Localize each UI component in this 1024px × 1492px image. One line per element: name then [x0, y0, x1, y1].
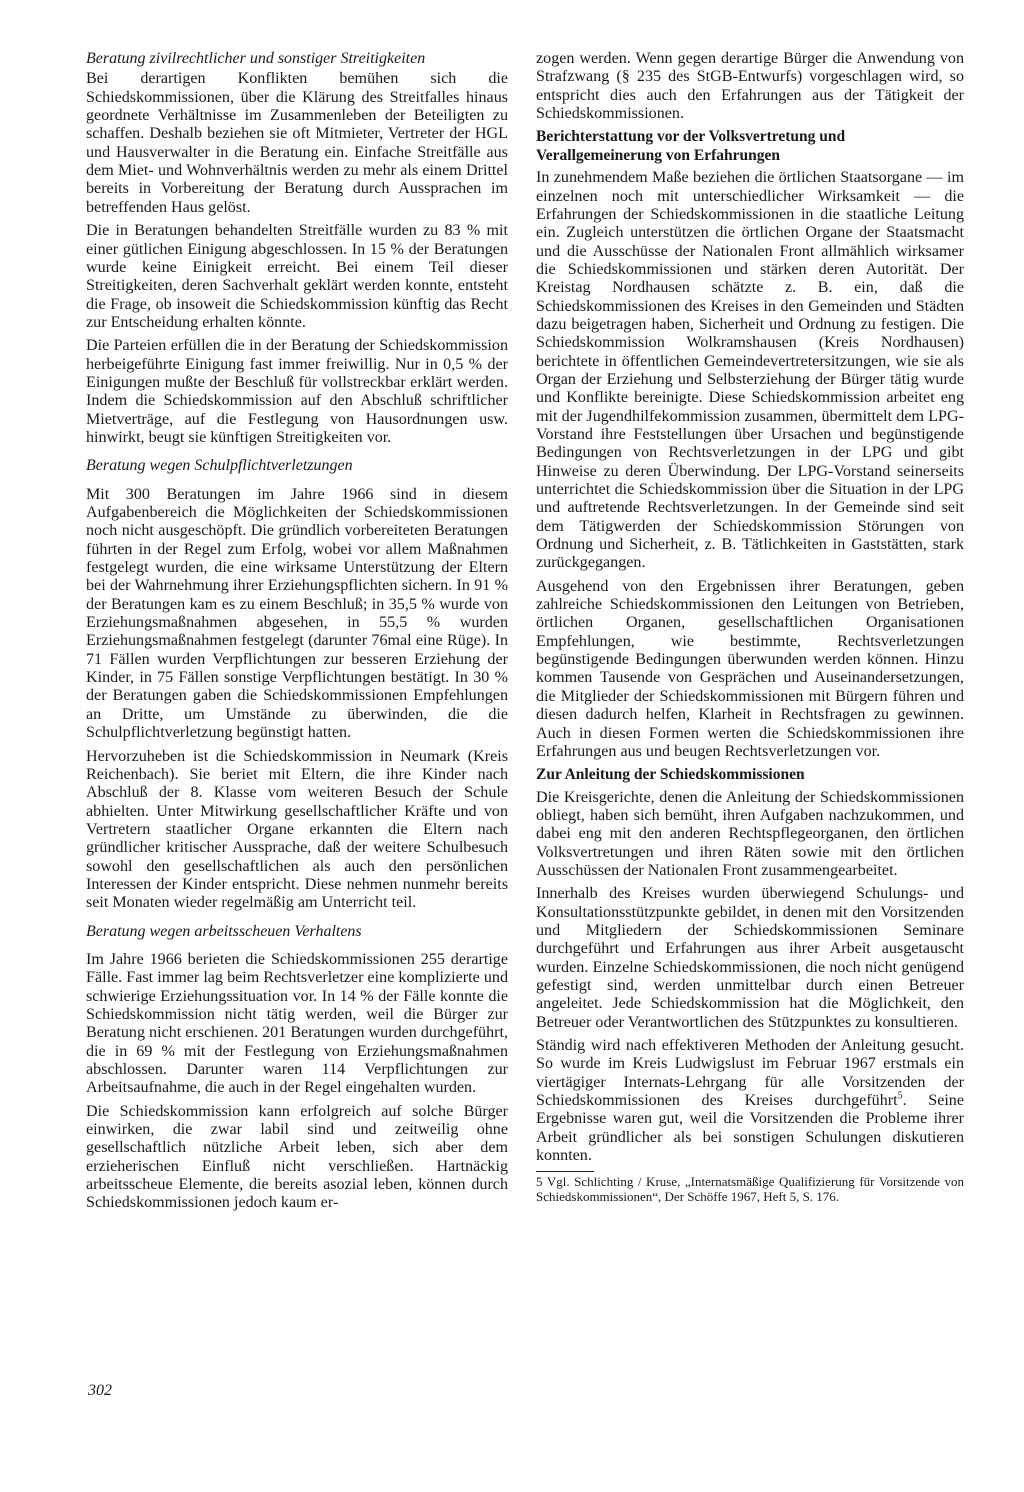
paragraph: Im Jahre 1966 berieten die Schiedskommissionen 255 derartige Fälle. Fast immer lag beim Rechtsverletzer eine komplizierte und schwierige Erziehungssituation vor. In 14 % der Fälle konnte die Schiedskommission nicht tätig werden, weil die Bürger zur Beratung nicht erschienen. 201 Beratungen wurden durchgeführt, die in 69 % mit der Festlegung von Erziehungsmaßnahmen abschlossen. Darunter waren 114 Verpflichtungen zur Arbeitsaufnahme, die auch in der Regel eingehalten wurden.: [86, 951, 508, 1097]
section-heading-reporting: Berichterstattung vor der Volksvertretung und Verallgemeinerung von Erfahrungen: [536, 128, 846, 164]
paragraph: Mit 300 Beratungen im Jahre 1966 sind in diesem Aufgabenbereich die Möglichkeiten der Schiedskommissionen noch nicht ausgeschöpft. Die gründlich vorbereiteten Beratungen führten in der Regel zum Erfolg, wobei vor allem Maßnahmen festgelegt wurden, die eine wirksame Unterstützung der Eltern bei der Wahrnehmung ihrer Erziehungspflichten sichern. In 91 % der Beratungen kam es zu einem Beschluß; in 35,5 % wurde von Erziehungsmaßnahmen abgesehen, in 55,5 % wurden Erziehungsmaßnahmen festgelegt (darunter 76mal eine Rüge). In 71 Fällen wurden Verpflichtungen zur besseren Erziehung der Kinder, in 75 Fällen sonstige Verpflichtungen bestätigt. In 30 % der Beratungen gaben die Schiedskommissionen Empfehlungen an Dritte, um Umstände zu überwinden, die die Schulpflichtverletzung begünstigt hatten.: [86, 485, 508, 742]
section-heading-work-shy: Beratung wegen arbeitsscheuen Verhaltens: [86, 922, 362, 940]
right-column: [536, 50, 964, 1205]
paragraph: Innerhalb des Kreises wurden überwiegend Schulungs- und Konsultationsstützpunkte gebildet, in denen mit den Vorsitzenden und Mitgliedern der Schiedskommissionen Seminare durchgeführt und Erfahrungen aus ihrer Arbeit ausgetauscht wurden. Einzelne Schiedskommissionen, die noch nicht genügend gefestigt sind, werden unmittelbar durch einen Betreuer angeleitet. Jede Schiedskommission hat die Möglichkeit, den Betreuer oder Verantwortlichen des Stützpunktes zu konsultieren.: [536, 885, 964, 1031]
paragraph: Ausgehend von den Ergebnissen ihrer Beratungen, geben zahlreiche Schiedskommissionen den Leitungen von Betrieben, örtlichen Organen, gesellschaftlichen Organisationen Empfehlungen, wie bestimmte, Rechtsverletzungen begünstigende Bedingungen überwunden werden können. Hinzu kommen Tausende von Gesprächen und Auseinandersetzungen, die Mitglieder der Schiedskommissionen mit Bürgern führen und diesen dadurch helfen, Klarheit in Rechtsfragen zu gewinnen. Auch in diesen Formen werten die Schiedskommissionen ihre Erfahrungen aus und beugen Rechtsverletzungen vor.: [536, 577, 964, 760]
page-number: 302: [88, 1382, 112, 1399]
footnote-marker: 5: [897, 1090, 903, 1102]
footnote: 5 Vgl. Schlichting / Kruse, „Internatsmäßige Qualifizierung für Vorsitzende von Schiedskommissionen“, Der Schöffe 1967, Heft 5, S. 176.: [536, 1174, 964, 1205]
section-heading-civil-disputes: Beratung zivilrechtlicher und sonstiger Streitigkeiten: [86, 50, 426, 67]
paragraph: In zunehmendem Maße beziehen die örtlichen Staatsorgane — im einzelnen noch mit unterschiedlicher Wirksamkeit — die Erfahrungen der Schiedskommissionen in die staatliche Leitung ein. Zugleich unterstützen die örtlichen Organe der Staatsmacht und die Ausschüsse der Nationalen Front allmählich wirksamer die Schiedskommissionen und stärken deren Autorität. Der Kreistag Nordhausen schätzte z. B. ein, daß die Schiedskommissionen des Kreises in den Gemeinden und Städten dazu beigetragen haben, Sicherheit und Ordnung zu festigen. Die Schiedskommission Wolkramshausen (Kreis Nordhausen) berichtete in öffentlichen Gemeindevertretersitzungen, wie sie als Organ der Erziehung und Selbsterziehung der Bürger tätig wurde und Konflikte bereinigte. Diese Schiedskommission arbeitet eng mit der Jugendhilfekommission zusammen, übermittelt dem LPG-Vorstand ihre Feststellungen über Ursachen und begünstigende Bedingungen von Rechtsverletzungen in der LPG und gibt Hinweise zu deren Überwindung. Der LPG-Vorstand seinerseits unterrichtet die Schiedskommission über die Situation in der LPG und auftretende Rechtsverletzungen. In der Gemeinde sind seit dem Tätigwerden der Schiedskommission Störungen von Ordnung und Sicherheit, z. B. Tätlichkeiten in Gaststätten, stark zurückgegangen.: [536, 169, 964, 572]
paragraph: Bei derartigen Konflikten bemühen sich die Schiedskommissionen, über die Klärung des Streitfalles hinaus geordnete Verhältnisse im Zusammenleben der Beteiligten zu schaffen. Deshalb beziehen sie oft Mitmieter, Vertreter der HGL und Hausverwalter in die Beratung ein. Einfache Streitfälle aus dem Miet- und Wohnverhältnis werden zu mehr als einem Drittel bereits in Vorbereitung der Beratung durch Aussprachen im betreffenden Haus gelöst.: [86, 70, 508, 216]
paragraph: Die in Beratungen behandelten Streitfälle wurden zu 83 % mit einer gütlichen Einigung abgeschlossen. In 15 % der Beratungen wurde keine Einigkeit erreicht. Bei einem Teil dieser Streitigkeiten, deren Sachverhalt geklärt werden konnte, entsteht die Frage, ob insoweit die Schiedskommission künftig das Recht zur Entscheidung erhalten könnte.: [86, 222, 508, 331]
paragraph: Die Kreisgerichte, denen die Anleitung der Schiedskommissionen obliegt, haben sich bemüht, ihren Aufgaben nachzukommen, und dabei eng mit den anderen Rechtspflegeorganen, den örtlichen Volksvertretungen und ihren Räten sowie mit den örtlichen Ausschüssen der Nationalen Front zusammengearbeitet.: [536, 788, 964, 879]
section-heading-school-duty: Beratung wegen Schulpflichtverletzungen: [86, 457, 353, 475]
paragraph: zogen werden. Wenn gegen derartige Bürger die Anwendung von Strafzwang (§ 235 des StGB-Entwurfs) vorgeschlagen wird, so entspricht dies auch den Erfahrungen aus der Tätigkeit der Schiedskommissionen.: [536, 50, 964, 123]
paragraph: Hervorzuheben ist die Schiedskommission in Neumark (Kreis Reichenbach). Sie beriet mit Eltern, die ihre Kinder nach Abschluß der 8. Klasse vom weiteren Besuch der Schule abhielten. Unter Mitwirkung gesellschaftlicher Kräfte und von Vertretern staatlicher Organe erkannten die Eltern nach gründlicher kritischer Aussprache, daß der weitere Schulbesuch sowohl den gesellschaftlichen als auch den persönlichen Interessen der Kinder entspricht. Diese nehmen nunmehr bereits seit Monaten wieder regelmäßig am Unterricht teil.: [86, 747, 508, 912]
footnote-divider: [536, 1171, 594, 1172]
left-column: [86, 50, 508, 1218]
paragraph: Die Schiedskommission kann erfolgreich auf solche Bürger einwirken, die zwar labil sind und zeitweilig ohne gesellschaftlich nützliche Arbeit leben, sich aber dem erzieherischen Einfluß nicht verschließen. Hartnäckig arbeitsscheue Elemente, die bereits asozial leben, können durch Schiedskommissionen jedoch kaum er-: [86, 1102, 508, 1212]
section-heading-guidance: Zur Anleitung der Schiedskommissionen: [536, 766, 805, 784]
paragraph-text: Ständig wird nach effektiveren Methoden der Anleitung gesucht. So wurde im Kreis Ludwigslust im Februar 1967 erstmals ein viertägiger Internats-Lehrgang für alle Vorsitzenden der Schiedskommissionen des Kreises durchgeführt: [536, 1037, 964, 1110]
paragraph: [536, 1037, 964, 1165]
paragraph: Die Parteien erfüllen die in der Beratung der Schiedskommission herbeigeführte Einigung fast immer freiwillig. Nur in 0,5 % der Einigungen mußte der Beschluß für vollstreckbar erklärt werden. Indem die Schiedskommission auf den Abschluß schriftlicher Mietverträge, auf die Festlegung von Hausordnungen usw. hinwirkt, beugt sie künftigen Streitigkeiten vor.: [86, 337, 508, 446]
paragraph-text: . Seine Ergebnisse waren gut, weil die Vorsitzenden die Probleme ihrer Arbeit gründlicher als bei sonstigen Schulungen diskutieren konnten.: [536, 1092, 964, 1165]
